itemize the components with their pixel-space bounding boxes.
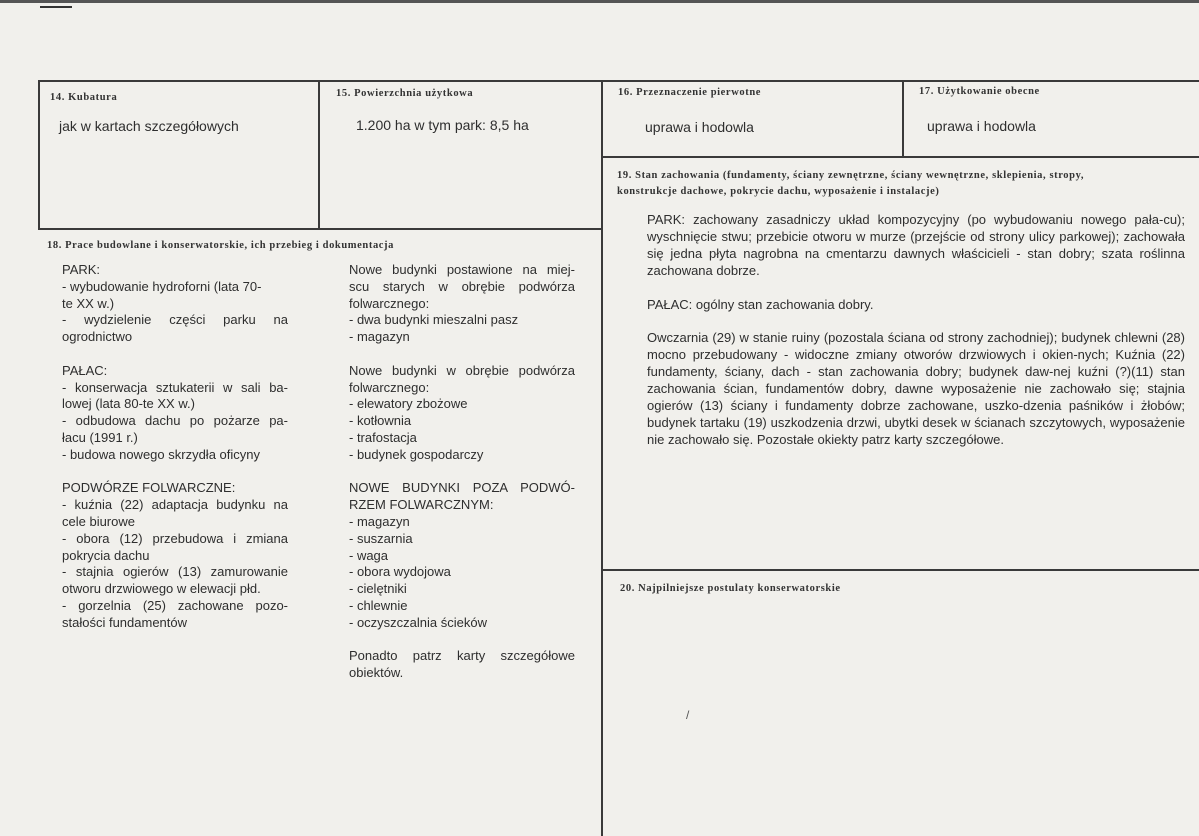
- field-16-label: 16. Przeznaczenie pierwotne: [618, 87, 762, 98]
- text-line: ogrodnictwo: [62, 329, 133, 345]
- text-line: - cielętniki: [349, 581, 407, 597]
- inventory-form: [38, 80, 1199, 836]
- text-line: - elewatory zbożowe: [349, 396, 468, 412]
- field-18-left-column: [62, 262, 288, 632]
- field-19-label-line-1: 19. Stan zachowania (fundamenty, ściany zewnętrzne, ściany wewnętrzne, sklepienia, stropy,: [617, 170, 1085, 181]
- paragraph: PAŁAC: ogólny stan zachowania dobry.: [647, 296, 874, 312]
- field-15-value: 1.200 ha w tym park: 8,5 ha: [356, 117, 529, 133]
- text-line: - obora wydojowa: [349, 564, 451, 580]
- text-line: - oczyszczalnia ścieków: [349, 614, 487, 630]
- field-20-label: 20. Najpilniejsze postulaty konserwatorskie: [620, 583, 841, 594]
- text-line: - obora (12) przebudowa i zmiana: [62, 530, 288, 546]
- grid-line-left-mid: [38, 228, 603, 230]
- text-line: pokrycia dachu: [62, 547, 150, 563]
- grid-line-main-divider: [601, 80, 603, 836]
- grid-top-line: [38, 80, 1199, 82]
- text-line: obiektów.: [349, 665, 404, 681]
- text-line: - konserwacja sztukaterii w sali ba-: [62, 379, 288, 395]
- text-line: folwarcznego:: [349, 295, 430, 311]
- grid-line-right-upper: [603, 156, 1199, 158]
- text-line: stałości fundamentów: [62, 614, 188, 630]
- text-line: cele biurowe: [62, 513, 135, 529]
- text-line: - kuźnia (22) adaptacja budynku na: [62, 497, 288, 513]
- text-line: - stajnia ogierów (13) zamurowanie: [62, 564, 288, 580]
- field-19-label-line-2: konstrukcje dachowe, pokrycie dachu, wyposażenie i instalacje): [617, 186, 940, 197]
- field-14-value: jak w kartach szczegółowych: [59, 118, 239, 134]
- text-line: - budowa nowego skrzydła oficyny: [62, 446, 260, 462]
- top-border: [0, 0, 1199, 3]
- field-14-label: 14. Kubatura: [50, 92, 118, 103]
- stray-pen-mark: /: [686, 708, 690, 722]
- field-17-label: 17. Użytkowanie obecne: [919, 86, 1040, 97]
- text-line: Nowe budynki w obrębie podwórza: [349, 362, 575, 378]
- text-line: - trafostacja: [349, 429, 417, 445]
- field-19-label: [617, 168, 1187, 200]
- grid-line-f16-f17: [902, 80, 904, 158]
- text-line: Ponadto patrz karty szczegółowe: [349, 648, 575, 664]
- field-18-label: 18. Prace budowlane i konserwatorskie, ich przebieg i dokumentacja: [47, 240, 395, 251]
- field-16-value: uprawa i hodowla: [645, 119, 754, 135]
- field-19-text: [647, 212, 1185, 449]
- text-line: łacu (1991 r.): [62, 429, 138, 445]
- text-line: - budynek gospodarczy: [349, 446, 484, 462]
- grid-line-right-lower: [603, 569, 1199, 571]
- text-line: NOWE BUDYNKI POZA PODWÓ-: [349, 480, 575, 496]
- text-line: - waga: [349, 547, 389, 563]
- grid-line-f14-f15: [318, 80, 320, 230]
- grid-line-left-edge: [38, 80, 40, 230]
- text-line: otworu drzwiowego w elewacji płd.: [62, 581, 261, 597]
- field-17-value: uprawa i hodowla: [927, 118, 1036, 134]
- top-margin-mark: [40, 6, 72, 8]
- text-line: scu starych w obrębie podwórza: [349, 278, 575, 294]
- text-line: PODWÓRZE FOLWARCZNE:: [62, 480, 236, 496]
- text-line: - suszarnia: [349, 530, 413, 546]
- text-line: RZEM FOLWARCZNYM:: [349, 497, 494, 513]
- field-18-right-column: [349, 262, 575, 682]
- field-15-label: 15. Powierzchnia użytkowa: [336, 88, 474, 99]
- text-line: folwarcznego:: [349, 379, 430, 395]
- text-line: - gorzelnia (25) zachowane pozo-: [62, 597, 288, 613]
- text-line: - kotłownia: [349, 413, 412, 429]
- text-line: - wydzielenie części parku na: [62, 312, 288, 328]
- paragraph: Owczarnia (29) w stanie ruiny (pozostala ściana od strony zachodniej); budynek chlewni (28) mocno przebudowany - widoczne zmiany otworów drzwiowych i okien-nych; Kuźnia (22) fundamenty, ściany, dach - stan zachowania dobry; budynek daw-nej kuźni (?)(11) stan zachowania ścian, fundamentów dobry, dawne wyposażenie nie zachowało się; stajnia ogierów (13) ściany i fundamenty dobrze zachowane, uszko-dzenia paśników i żłobów; budynek tartaku (19) uszkodzenia drzwi, ubytki desek w ścianach szczytowych, wyposażenie nie zachowało się. Pozostałe okiekty patrz karty szczegółowe.: [647, 330, 1185, 447]
- text-line: - wybudowanie hydroforni (lata 70-: [62, 278, 262, 294]
- text-line: PAŁAC:: [62, 362, 108, 378]
- paragraph: PARK: zachowany zasadniczy układ kompozycyjny (po wybudowaniu nowego pała-cu); wyschnięcie stwu; przebicie otworu w murze (przejście od strony ulicy parkowej); zachowała się jedna płyta nagrobna na cmentarzu dawnych właścicieli - stan dobry; szata roślinna zachowana dobrze.: [647, 212, 1185, 278]
- text-line: - chlewnie: [349, 597, 408, 613]
- text-line: - magazyn: [349, 513, 410, 529]
- text-line: - odbudowa dachu po pożarze pa-: [62, 413, 288, 429]
- text-line: - magazyn: [349, 329, 410, 345]
- text-line: - dwa budynki mieszalni pasz: [349, 312, 519, 328]
- text-line: te XX w.): [62, 295, 115, 311]
- text-line: PARK:: [62, 262, 101, 277]
- text-line: Nowe budynki postawione na miej-: [349, 262, 575, 277]
- text-line: lowej (lata 80-te XX w.): [62, 396, 195, 412]
